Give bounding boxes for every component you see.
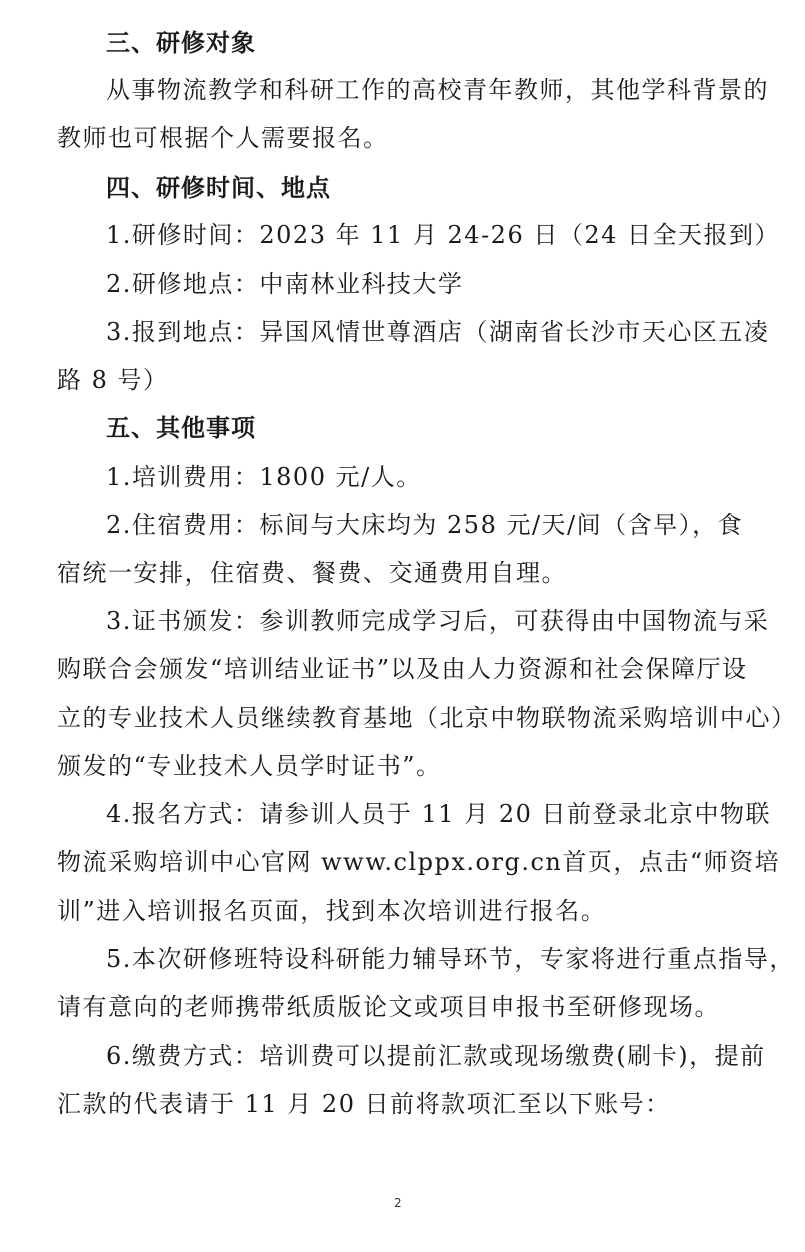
text-line: 3.证书颁发：参训教师完成学习后，可获得由中国物流与采 (106, 607, 770, 635)
text-line: 立的专业技术人员继续教育基地（北京中物联物流采购培训中心） (57, 704, 797, 732)
text-line: 5.本次研修班特设科研能力辅导环节，专家将进行重点指导， (106, 945, 795, 973)
text-line: 2.住宿费用：标间与大床均为 258 元/天/间（含早），食 (106, 511, 744, 539)
text-line: 2.研修地点：中南林业科技大学 (106, 270, 464, 298)
section-heading-participants: 三、研修对象 (106, 29, 256, 57)
page-number: 2 (394, 1196, 402, 1210)
text-line: 购联合会颁发“培训结业证书”以及由人力资源和社会保障厅设 (57, 655, 748, 683)
section-heading-other-matters: 五、其他事项 (106, 414, 256, 442)
text-line: 物流采购培训中心官网 www.clppx.org.cn首页，点击“师资培 (57, 848, 781, 876)
section-heading-time-place: 四、研修时间、地点 (106, 174, 331, 202)
text-line: 汇款的代表请于 11 月 20 日前将款项汇至以下账号： (57, 1090, 671, 1118)
text-line: 1.研修时间：2023 年 11 月 24-26 日（24 日全天报到） (106, 221, 781, 249)
text-line: 路 8 号） (57, 366, 169, 394)
text-line: 3.报到地点：异国风情世尊酒店（湖南省长沙市天心区五凌 (106, 318, 770, 346)
text-line: 颁发的“专业技术人员学时证书”。 (57, 752, 442, 780)
text-line: 4.报名方式：请参训人员于 11 月 20 日前登录北京中物联 (106, 800, 771, 828)
text-line: 请有意向的老师携带纸质版论文或项目申报书至研修现场。 (57, 993, 720, 1021)
text-line: 宿统一安排，住宿费、餐费、交通费用自理。 (57, 559, 567, 587)
text-line: 从事物流教学和科研工作的高校青年教师，其他学科背景的 (106, 76, 769, 104)
text-line: 训”进入培训报名页面，找到本次培训进行报名。 (57, 897, 607, 925)
text-line: 6.缴费方式：培训费可以提前汇款或现场缴费(刷卡)，提前 (106, 1042, 766, 1070)
text-line: 1.培训费用：1800 元/人。 (106, 463, 422, 491)
text-line: 教师也可根据个人需要报名。 (57, 124, 389, 152)
